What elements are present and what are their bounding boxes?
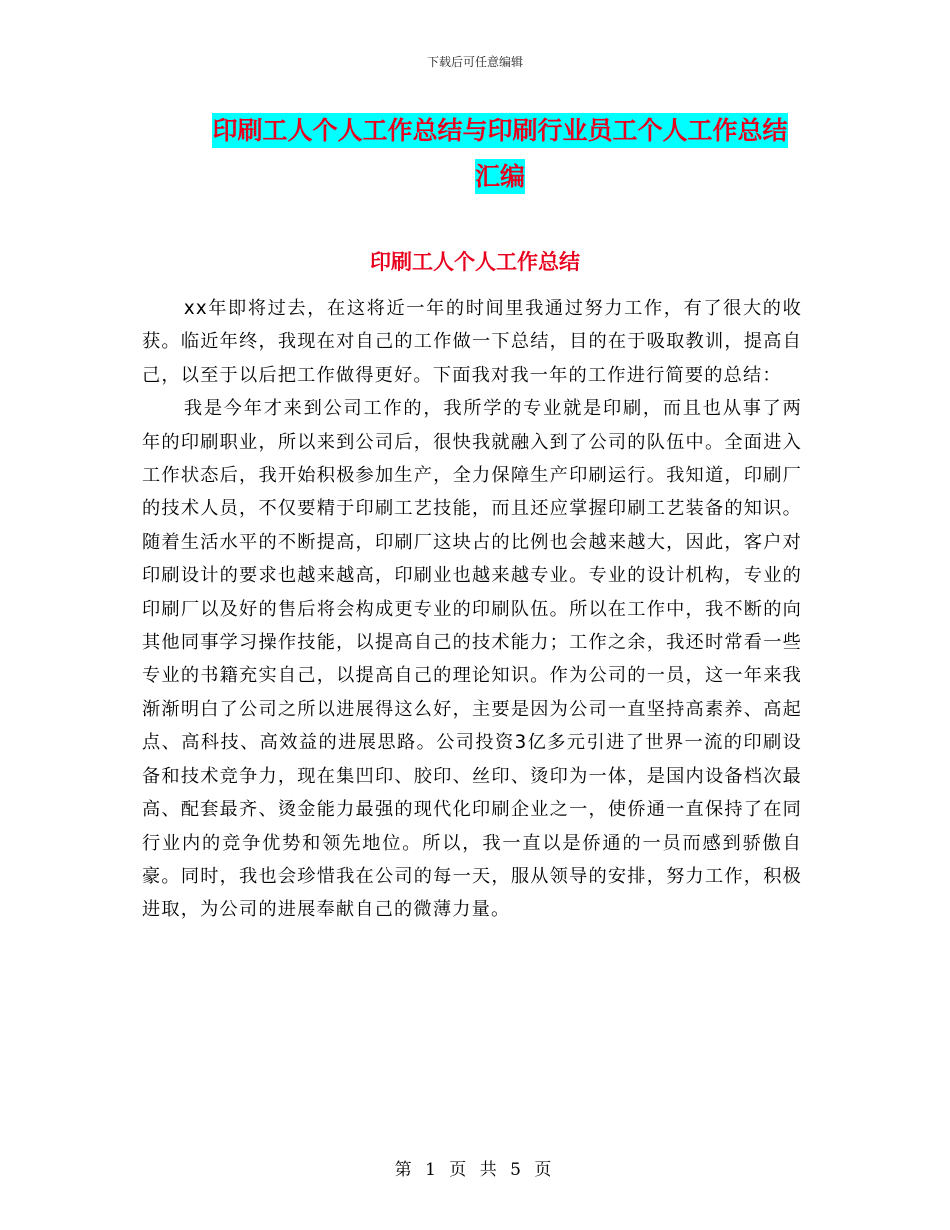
body-text (142, 292, 802, 927)
document-title (150, 108, 850, 200)
header-note: 下载后可任意编辑 (426, 55, 523, 69)
document-title-line2: 汇编 (475, 159, 525, 194)
paragraph: xx年即将过去，在这将近一年的时间里我通过努力工作，有了很大的收获。临近年终，我现在对自己的工作做一下总结，目的在于吸取教训，提高自己，以至于以后把工作做得更好。下面我对我一年的工作进行简要的总结： (142, 298, 802, 386)
section-title: 印刷工人个人工作总结 (370, 250, 580, 274)
document-title-line1: 印刷工人个人工作总结与印刷行业员工个人工作总结 (212, 113, 787, 148)
paragraph: 我是今年才来到公司工作的，我所学的专业就是印刷，而且也从事了两年的印刷职业，所以来到公司后，很快我就融入到了公司的队伍中。全面进入工作状态后，我开始积极参加生产，全力保障生产印刷运行。我知道，印刷厂的技术人员，不仅要精于印刷工艺技能，而且还应掌握印刷工艺装备的知识。随着生活水平的不断提高，印刷厂这块占的比例也会越来越大，因此，客户对印刷设计的要求也越来越高，印刷业也越来越专业。专业的设计机构，专业的印刷厂以及好的售后将会构成更专业的印刷队伍。所以在工作中，我不断的向其他同事学习操作技能，以提高自己的技术能力；工作之余，我还时常看一些专业的书籍充实自己，以提高自己的理论知识。作为公司的一员，这一年来我渐渐明白了公司之所以进展得这么好，主要是因为公司一直坚持高素养、高起点、高科技、高效益的进展思路。公司投资3亿多元引进了世界一流的印刷设备和技术竞争力，现在集凹印、胶印、丝印、烫印为一体，是国内设备档次最高、配套最齐、烫金能力最强的现代化印刷企业之一，使侨通一直保持了在同行业内的竞争优势和领先地位。所以，我一直以是侨通的一员而感到骄傲自豪。同时，我也会珍惜我在公司的每一天，服从领导的安排，努力工作，积极进取，为公司的进展奉献自己的微薄力量。 (142, 398, 802, 921)
page-number: 第 1 页 共 5 页 (394, 1160, 556, 1180)
